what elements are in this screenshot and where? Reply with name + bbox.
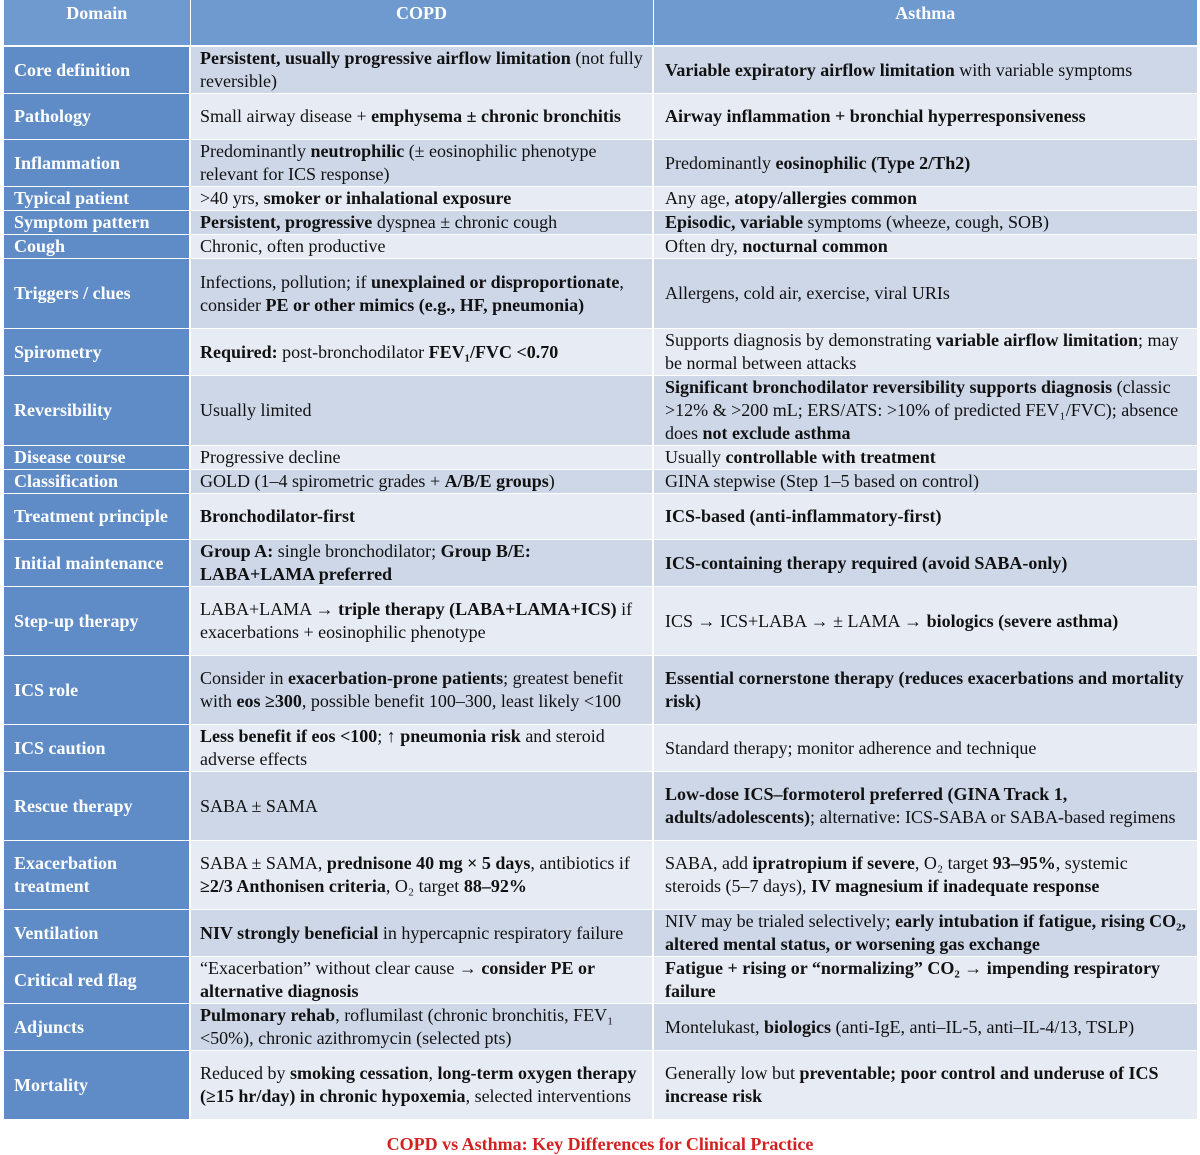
header-row xyxy=(4,0,1197,46)
domain-cell: Treatment principle xyxy=(4,494,190,540)
domain-cell: ICS caution xyxy=(4,725,190,772)
asthma-cell xyxy=(653,187,1197,211)
text: GINA stepwise (Step 1–5 based on control) xyxy=(665,471,979,491)
asthma-cell xyxy=(653,140,1197,187)
table-row xyxy=(4,540,1197,587)
bold-text: eos ≥300 xyxy=(236,691,302,711)
text: Predominantly xyxy=(200,141,311,161)
domain-cell: Step-up therapy xyxy=(4,587,190,656)
copd-cell xyxy=(190,446,653,470)
bold-text: smoker or inhalational exposure xyxy=(263,188,512,208)
text: Reduced by xyxy=(200,1063,290,1083)
bold-text: controllable with treatment xyxy=(725,447,936,467)
domain-cell: Disease course xyxy=(4,446,190,470)
copd-cell xyxy=(190,187,653,211)
domain-cell: Adjuncts xyxy=(4,1004,190,1051)
header-domain: Domain xyxy=(4,0,190,46)
bold-text: preventable; poor control and underuse of ICS increase risk xyxy=(665,1063,1159,1106)
domain-cell: Triggers / clues xyxy=(4,259,190,329)
text: LABA+LAMA → xyxy=(200,599,339,619)
header-asthma: Asthma xyxy=(653,0,1197,46)
text: NIV may be trialed selectively; xyxy=(665,911,896,931)
text: , possible benefit 100–300, least likely <100 xyxy=(301,691,621,711)
bold-text: NIV strongly beneficial xyxy=(200,922,379,943)
copd-cell xyxy=(190,957,653,1004)
table-row xyxy=(4,140,1197,187)
text: >40 yrs, xyxy=(200,188,264,208)
text: , O₂ target xyxy=(914,853,993,873)
bold-text: not exclude asthma xyxy=(702,423,851,443)
text: Usually xyxy=(665,447,726,467)
text: SABA ± SAMA xyxy=(200,795,318,816)
copd-cell xyxy=(190,259,653,329)
bold-text: ↑ pneumonia risk xyxy=(386,726,521,746)
bold-text: Variable expiratory airflow limitation xyxy=(665,59,955,80)
table-row xyxy=(4,957,1197,1004)
text: , systemic steroids (5–7 days), xyxy=(665,853,1128,896)
table-row xyxy=(4,841,1197,910)
bold-text: unexplained or disproportionate xyxy=(370,271,620,292)
bold-text: variable airflow limitation xyxy=(936,330,1138,350)
bold-text: exacerbation-prone patients xyxy=(288,668,504,688)
bold-text: long-term oxygen therapy (≥15 hr/day) in chronic hypoxemia xyxy=(200,1063,637,1106)
bold-text: Required: xyxy=(200,341,278,362)
bold-text: smoking cessation xyxy=(289,1063,429,1083)
text: ; may be normal between attacks xyxy=(665,330,1179,373)
text: SABA ± SAMA, xyxy=(200,853,327,873)
text: Chronic, often productive xyxy=(200,236,386,256)
text: Infections, pollution; if xyxy=(200,271,371,292)
copd-cell xyxy=(190,94,653,140)
text: symptoms (wheeze, cough, SOB) xyxy=(803,212,1049,232)
text: Generally low but xyxy=(665,1063,800,1083)
domain-cell: Symptom pattern xyxy=(4,211,190,235)
bold-text: A/B/E groups xyxy=(444,471,549,491)
domain-cell: Pathology xyxy=(4,94,190,140)
bold-text: ICS-based (anti-inflammatory-first) xyxy=(665,506,942,526)
table-row xyxy=(4,94,1197,140)
text: , selected interventions xyxy=(465,1086,632,1106)
copd-cell xyxy=(190,329,653,376)
asthma-cell xyxy=(653,329,1197,376)
copd-cell xyxy=(190,910,653,957)
domain-cell: Ventilation xyxy=(4,910,190,957)
bold-text: Fatigue + rising or “normalizing” CO₂ → impending respiratory failure xyxy=(665,958,1160,1001)
text: (not fully reversible) xyxy=(200,48,643,91)
bold-text: PE or other mimics (e.g., HF, pneumonia) xyxy=(265,294,585,315)
bold-text: IV magnesium if inadequate response xyxy=(810,876,1100,896)
text: single bronchodilator; xyxy=(273,541,441,561)
asthma-cell xyxy=(653,1051,1197,1120)
asthma-cell xyxy=(653,772,1197,841)
text: ) xyxy=(548,471,555,491)
asthma-cell xyxy=(653,235,1197,259)
domain-cell: Spirometry xyxy=(4,329,190,376)
bold-text: Essential cornerstone therapy (reduces exacerbations and mortality risk) xyxy=(665,668,1184,711)
text: ; greatest benefit with xyxy=(200,668,624,711)
asthma-cell xyxy=(653,376,1197,446)
table-row xyxy=(4,910,1197,957)
text: Progressive decline xyxy=(200,447,341,467)
text: “Exacerbation” without clear cause → xyxy=(200,958,482,978)
text: Consider in xyxy=(200,668,288,688)
domain-cell: Typical patient xyxy=(4,187,190,211)
domain-cell: Mortality xyxy=(4,1051,190,1120)
asthma-cell xyxy=(653,910,1197,957)
table-row xyxy=(4,725,1197,772)
bold-text: Episodic, variable xyxy=(665,212,804,232)
table-row xyxy=(4,446,1197,470)
text: GOLD (1–4 spirometric grades + xyxy=(200,471,445,491)
asthma-cell xyxy=(653,494,1197,540)
copd-cell xyxy=(190,470,653,494)
text: and steroid adverse effects xyxy=(200,726,605,769)
text: SABA, add xyxy=(665,853,753,873)
asthma-cell xyxy=(653,1004,1197,1051)
text: with variable symptoms xyxy=(954,59,1133,80)
table-row xyxy=(4,1004,1197,1051)
asthma-cell xyxy=(653,957,1197,1004)
text: if exacerbations + eosinophilic phenotype xyxy=(200,599,633,642)
bold-text: Airway inflammation + bronchial hyperresponsiveness xyxy=(665,106,1086,126)
domain-cell: Initial maintenance xyxy=(4,540,190,587)
bold-text: consider PE or alternative diagnosis xyxy=(200,958,595,1001)
table-row xyxy=(4,656,1197,725)
bold-text: Significant bronchodilator reversibility supports diagnosis xyxy=(665,377,1113,397)
text: in hypercapnic respiratory failure xyxy=(378,922,624,943)
copd-cell xyxy=(190,656,653,725)
copd-cell xyxy=(190,725,653,772)
bold-text: Group A: xyxy=(200,541,274,561)
comparison-table xyxy=(4,0,1197,1120)
asthma-cell xyxy=(653,94,1197,140)
table-row xyxy=(4,46,1197,94)
text: , xyxy=(428,1063,438,1083)
bold-text: eosinophilic (Type 2/Th2) xyxy=(775,152,971,173)
text: Standard therapy; monitor adherence and technique xyxy=(665,737,1037,758)
copd-cell xyxy=(190,235,653,259)
domain-cell: Core definition xyxy=(4,46,190,94)
text: , roflumilast (chronic bronchitis, FEV₁ <50%), chronic azithromycin (selected pts) xyxy=(200,1005,614,1048)
bold-text: ≥2/3 Anthonisen criteria xyxy=(200,876,386,896)
text: Predominantly xyxy=(665,152,776,173)
bold-text: Less benefit if eos <100 xyxy=(200,726,378,746)
domain-cell: Exacerbation treatment xyxy=(4,841,190,910)
asthma-cell xyxy=(653,211,1197,235)
domain-cell: ICS role xyxy=(4,656,190,725)
bold-text: ICS-containing therapy required (avoid SABA-only) xyxy=(665,552,1068,573)
text: (anti-IgE, anti–IL-5, anti–IL-4/13, TSLP) xyxy=(831,1016,1135,1037)
bold-text: biologics xyxy=(764,1016,832,1037)
bold-text: Pulmonary rehab xyxy=(200,1005,336,1025)
text: post-bronchodilator xyxy=(277,341,429,362)
domain-cell: Cough xyxy=(4,235,190,259)
bold-text: triple therapy (LABA+LAMA+ICS) xyxy=(338,599,617,619)
table-row xyxy=(4,235,1197,259)
table-row xyxy=(4,1051,1197,1120)
copd-cell xyxy=(190,494,653,540)
bold-text: Persistent, usually progressive airflow limitation xyxy=(200,48,571,68)
domain-cell: Classification xyxy=(4,470,190,494)
text: Often dry, xyxy=(665,236,743,256)
asthma-cell xyxy=(653,46,1197,94)
table-row xyxy=(4,376,1197,446)
bold-text: Group B/E: LABA+LAMA preferred xyxy=(200,541,531,584)
text: Supports diagnosis by demonstrating xyxy=(665,330,936,350)
bold-text: 93–95% xyxy=(992,853,1056,873)
copd-cell xyxy=(190,376,653,446)
text: ; xyxy=(377,726,387,746)
asthma-cell xyxy=(653,725,1197,772)
copd-cell xyxy=(190,540,653,587)
bold-text: ipratropium if severe xyxy=(752,853,915,873)
table-row xyxy=(4,587,1197,656)
text: Montelukast, xyxy=(665,1016,764,1037)
bold-text: 88–92% xyxy=(463,876,527,896)
table-row xyxy=(4,259,1197,329)
bold-text: early intubation if fatigue, rising CO₂, altered mental status, or worsening gas exchange xyxy=(665,911,1186,954)
bold-text: emphysema ± chronic bronchitis xyxy=(371,106,621,126)
table-caption: COPD vs Asthma: Key Differences for Clinical Practice xyxy=(386,1134,814,1154)
table-body xyxy=(4,46,1197,1120)
domain-cell: Reversibility xyxy=(4,376,190,446)
domain-cell: Inflammation xyxy=(4,140,190,187)
copd-cell xyxy=(190,1004,653,1051)
copd-cell xyxy=(190,587,653,656)
text: (classic >12% & >200 mL; ERS/ATS: >10% of predicted FEV₁/FVC); absence does xyxy=(665,377,1179,443)
asthma-cell xyxy=(653,656,1197,725)
bold-text: Low-dose ICS–formoterol preferred (GINA Track 1, adults/adolescents) xyxy=(665,784,1068,827)
text: dyspnea ± chronic cough xyxy=(372,212,558,232)
table-row xyxy=(4,772,1197,841)
copd-cell xyxy=(190,46,653,94)
table-row xyxy=(4,187,1197,211)
asthma-cell xyxy=(653,841,1197,910)
table-row xyxy=(4,329,1197,376)
domain-cell: Critical red flag xyxy=(4,957,190,1004)
asthma-cell xyxy=(653,446,1197,470)
bold-text: FEV₁/FVC <0.70 xyxy=(428,341,559,362)
text: ICS → ICS+LABA → ± LAMA → xyxy=(665,610,927,631)
header-copd: COPD xyxy=(190,0,653,46)
text: , antibiotics if xyxy=(530,853,630,873)
bold-text: Bronchodilator-first xyxy=(200,506,355,526)
table-row xyxy=(4,211,1197,235)
bold-text: nocturnal common xyxy=(742,236,888,256)
text: ; alternative: ICS-SABA or SABA-based regimens xyxy=(810,807,1176,827)
text: Small airway disease + xyxy=(200,106,372,126)
bold-text: biologics (severe asthma) xyxy=(926,610,1119,631)
copd-cell xyxy=(190,772,653,841)
text: Allergens, cold air, exercise, viral URIs xyxy=(665,283,950,303)
table-row xyxy=(4,470,1197,494)
text: Usually limited xyxy=(200,400,312,420)
table-row xyxy=(4,494,1197,540)
text: , consider xyxy=(200,271,624,315)
text: (± eosinophilic phenotype relevant for ICS response) xyxy=(200,141,597,184)
bold-text: prednisone 40 mg × 5 days xyxy=(326,853,531,873)
copd-cell xyxy=(190,841,653,910)
bold-text: neutrophilic xyxy=(310,141,405,161)
bold-text: atopy/allergies common xyxy=(734,188,917,208)
copd-cell xyxy=(190,211,653,235)
bold-text: Persistent, progressive xyxy=(200,212,373,232)
copd-cell xyxy=(190,140,653,187)
domain-cell: Rescue therapy xyxy=(4,772,190,841)
text: Any age, xyxy=(665,188,735,208)
asthma-cell xyxy=(653,540,1197,587)
asthma-cell xyxy=(653,259,1197,329)
asthma-cell xyxy=(653,587,1197,656)
copd-cell xyxy=(190,1051,653,1120)
asthma-cell xyxy=(653,470,1197,494)
text: , O₂ target xyxy=(385,876,464,896)
